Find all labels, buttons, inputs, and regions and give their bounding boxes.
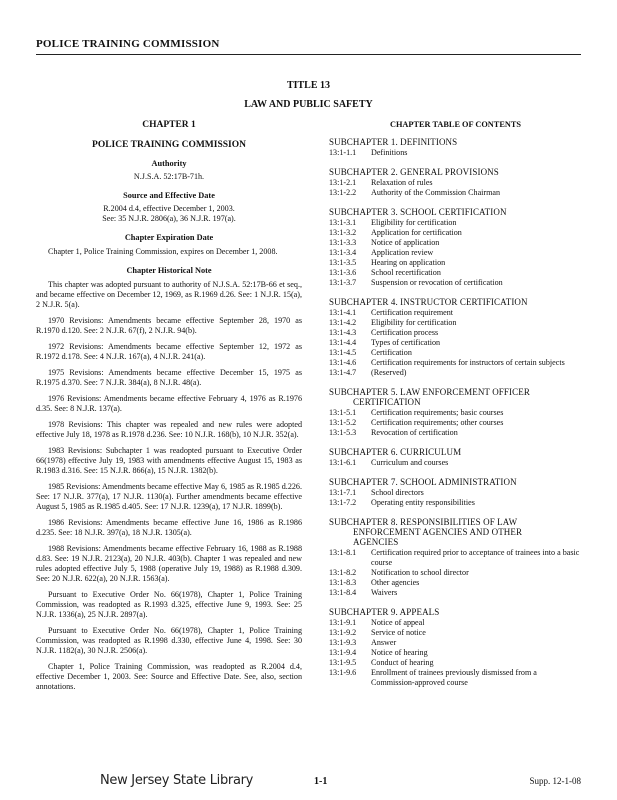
toc-entry[interactable] [329,328,582,338]
chapter-heading: CHAPTER 1 [142,120,196,130]
toc-entry[interactable] [329,418,582,428]
source-line: R.2004 d.4, effective December 1, 2003. [103,204,235,213]
subject-heading: LAW AND PUBLIC SAFETY [244,99,373,110]
subchapter-heading-line: SUBCHAPTER 8. RESPONSIBILITIES OF LAW [329,517,518,527]
toc-entry[interactable] [329,248,582,258]
section-title: Application review [371,248,434,257]
section-number: 13:1-3.3 [329,238,357,247]
toc-entry[interactable] [329,228,582,238]
subchapter-heading [329,387,582,407]
historical-note [36,280,302,692]
section-title: Eligibility for certification [371,218,457,227]
historical-paragraph: 1986 Revisions: Amendments became effective June 16, 1986 as R.1986 d.235. See: 18 N.J.R. 397(a), 18 N.J.R. 1305(a). [36,518,302,537]
section-title: Types of certification [371,338,441,347]
subchapter-heading-line: SUBCHAPTER 5. LAW ENFORCEMENT OFFICER [329,387,530,397]
section-number: 13:1-1.1 [329,148,357,157]
table-of-contents [329,118,582,688]
historical-paragraph: 1976 Revisions: Amendments became effective February 4, 1976 as R.1976 d.35. See: 8 N.J.R. 137(a). [36,394,302,413]
toc-entry[interactable] [329,218,582,228]
historical-paragraph: 1975 Revisions: Amendments became effective December 15, 1975 as R.1975 d.370. See: 7 N.J.R. 384(a), 8 N.J.R. 48(a). [36,368,302,387]
section-title: Notice of application [371,238,440,247]
section-title: Certification required prior to acceptance of trainees into a basic course [371,548,580,567]
section-number: 13:1-8.4 [329,588,357,597]
section-number: 13:1-3.5 [329,258,357,267]
historical-paragraph: 1970 Revisions: Amendments became effective September 28, 1970 as R.1970 d.120. See: 2 N.J.R. 67(f), 2 N.J.R. 94(b). [36,316,302,335]
section-title: Application for certification [371,228,462,237]
section-number: 13:1-4.1 [329,308,357,317]
section-title: (Reserved) [371,368,407,377]
section-title: Waivers [371,588,398,597]
section-number: 13:1-8.1 [329,548,357,557]
section-title: Notice of hearing [371,648,428,657]
section-title: Notice of appeal [371,618,425,627]
section-title: Curriculum and courses [371,458,449,467]
toc-entry[interactable] [329,488,582,498]
section-number: 13:1-3.1 [329,218,357,227]
subchapter-heading-line: SUBCHAPTER 1. DEFINITIONS [329,137,458,147]
toc-entry[interactable] [329,458,582,468]
toc-entry[interactable] [329,178,582,188]
library-watermark: New Jersey State Library [100,773,254,788]
section-number: 13:1-4.4 [329,338,357,347]
historical-paragraph: This chapter was adopted pursuant to authority of N.J.S.A. 52:17B-66 et seq., and became effective on December 12, 1969, as R.1969 d.26. See: 1 N.J.R. 15(a), 2 N.J.R. 5(a). [36,280,302,309]
historical-paragraph: 1983 Revisions: Subchapter 1 was readopted pursuant to Executive Order 66(1978) effective July 19, 1983 with amendments effective August 15, 1983 as R.1983 d.316. See: 15 N.J.R. 866(a), 15 N.J.R. 1382(b). [36,446,302,475]
section-title: Conduct of hearing [371,658,434,667]
toc-entry[interactable] [329,308,582,318]
toc-entry[interactable] [329,338,582,348]
section-title: Authority of the Commission Chairman [371,188,501,197]
section-number: 13:1-9.3 [329,638,357,647]
toc-entry[interactable] [329,668,582,688]
section-number: 13:1-3.7 [329,278,357,287]
toc-entry[interactable] [329,238,582,248]
subchapter-heading [329,517,582,547]
subchapter-heading [329,477,582,487]
running-head: POLICE TRAINING COMMISSION [36,38,220,50]
section-title: Certification process [371,328,439,337]
section-title: School recertification [371,268,441,277]
historical-paragraph: 1985 Revisions: Amendments became effective May 6, 1985 as R.1985 d.226. See: 17 N.J.R. 377(a), 17 N.J.R. 1130(a). Further amendments became effective August 5, 1985 as R.1985 d.405. See: 17 N.J.R. 1239(a), 17 N.J.R. 1899(b). [36,482,302,511]
section-number: 13:1-9.4 [329,648,357,657]
toc-heading: CHAPTER TABLE OF CONTENTS [389,120,521,129]
chapter-title: POLICE TRAINING COMMISSION [92,140,246,150]
source-heading: Source and Effective Date [123,191,215,200]
expiration-text: Chapter 1, Police Training Commission, expires on December 1, 2008. [48,247,278,256]
section-number: 13:1-2.1 [329,178,357,187]
section-number: 13:1-2.2 [329,188,357,197]
toc-entry[interactable] [329,318,582,328]
section-title: Answer [371,638,397,647]
subchapter-heading-line: SUBCHAPTER 6. CURRICULUM [329,447,462,457]
authority-text: N.J.S.A. 52:17B-71h. [133,172,205,181]
section-number: 13:1-4.3 [329,328,357,337]
section-title: Notification to school director [371,568,469,577]
section-title: School directors [371,488,424,497]
section-number: 13:1-7.2 [329,498,357,507]
toc-entry[interactable] [329,268,582,278]
section-number: 13:1-7.1 [329,488,357,497]
section-title: Certification [371,348,412,357]
section-number: 13:1-8.3 [329,578,357,587]
toc-entry[interactable] [329,498,582,508]
subchapter-heading [329,137,582,147]
toc-entry[interactable] [329,428,582,438]
toc-entry[interactable] [329,628,582,638]
section-title: Certification requirement [371,308,454,317]
section-number: 13:1-3.2 [329,228,357,237]
historical-paragraph: 1988 Revisions: Amendments became effective February 16, 1988 as R.1988 d.83. See: 19 N.J.R. 2123(a), 20 N.J.R. 403(b). Chapter 1 was repealed and new rules adopted effective July 5, 1988 (operative July 19, 1988) as R.1988 d.309. See: 20 N.J.R. 622(a), 20 N.J.R. 1563(a). [36,544,302,583]
section-number: 13:1-4.6 [329,358,357,367]
section-number: 13:1-9.5 [329,658,357,667]
section-number: 13:1-8.2 [329,568,357,577]
subchapter-heading-line: SUBCHAPTER 2. GENERAL PROVISIONS [329,167,499,177]
historical-paragraph: Chapter 1, Police Training Commission, was readopted as R.2004 d.4, effective December 1, 2003. See: Source and Effective Date. See, also, section annotations. [36,662,302,691]
title-heading: TITLE 13 [286,80,331,91]
subchapter-heading-line: SUBCHAPTER 7. SCHOOL ADMINISTRATION [329,477,517,487]
section-title: Operating entity responsibilities [371,498,475,507]
section-number: 13:1-5.3 [329,428,357,437]
toc-entry[interactable] [329,618,582,628]
toc-entry[interactable] [329,578,582,588]
authority-heading: Authority [151,159,187,168]
historical-note-heading: Chapter Historical Note [126,266,212,275]
section-title: Revocation of certification [371,428,458,437]
toc-entry[interactable] [329,258,582,268]
section-title: Certification requirements; basic courses [371,408,504,417]
section-number: 13:1-5.1 [329,408,357,417]
left-column [36,118,302,692]
toc-entry[interactable] [329,408,582,418]
toc-entry[interactable] [329,588,582,598]
toc-entry[interactable] [329,648,582,658]
supplement-date: Supp. 12-1-08 [529,776,581,786]
toc-entry[interactable] [329,148,582,158]
toc-body [329,137,582,688]
historical-paragraph: 1972 Revisions: Amendments became effective September 12, 1972 as R.1972 d.178. See: 4 N.J.R. 167(a), 4 N.J.R. 241(a). [36,342,302,361]
historical-paragraph: 1978 Revisions: This chapter was repealed and new rules were adopted effective July 18, 1978 as R.1978 d.236. See: 10 N.J.R. 168(b), 10 N.J.R. 352(a). [36,420,302,439]
toc-entry[interactable] [329,188,582,198]
toc-entry[interactable] [329,658,582,668]
subchapter-heading [329,207,582,217]
section-number: 13:1-4.2 [329,318,357,327]
subchapter-heading [329,167,582,177]
subchapter-heading-line: ENFORCEMENT AGENCIES AND OTHER [353,527,523,537]
subchapter-heading-line: SUBCHAPTER 3. SCHOOL CERTIFICATION [329,207,507,217]
toc-entry[interactable] [329,348,582,358]
section-number: 13:1-5.2 [329,418,357,427]
section-title: Certification requirements for instructors of certain subjects [371,358,565,367]
subchapter-heading [329,607,582,617]
section-title: Other agencies [371,578,420,587]
section-title: Suspension or revocation of certification [371,278,503,287]
section-number: 13:1-9.2 [329,628,357,637]
toc-entry[interactable] [329,368,582,378]
toc-entry[interactable] [329,568,582,578]
section-title: Relaxation of rules [371,178,433,187]
toc-entry[interactable] [329,278,582,288]
historical-paragraph: Pursuant to Executive Order No. 66(1978), Chapter 1, Police Training Commission, was readopted as R.1998 d.330, effective June 4, 1998. See: 30 N.J.R. 1182(a), 30 N.J.R. 2506(a). [36,626,302,655]
page-number: 1-1 [314,776,328,787]
section-title: Enrollment of trainees previously dismissed from a Commission-approved course [371,668,537,687]
expiration-heading: Chapter Expiration Date [124,233,214,242]
subchapter-heading-line: CERTIFICATION [353,397,421,407]
section-number: 13:1-9.1 [329,618,357,627]
header-rule [36,54,581,55]
section-number: 13:1-3.6 [329,268,357,277]
section-title: Definitions [371,148,408,157]
section-title: Eligibility for certification [371,318,457,327]
section-number: 13:1-6.1 [329,458,357,467]
section-number: 13:1-4.7 [329,368,357,377]
historical-paragraph: Pursuant to Executive Order No. 66(1978), Chapter 1, Police Training Commission, was readopted as R.1993 d.325, effective June 9, 1993. See: 25 N.J.R. 1336(a), 25 N.J.R. 2897(a). [36,590,302,619]
section-title: Certification requirements; other courses [371,418,504,427]
section-number: 13:1-3.4 [329,248,357,257]
toc-entry[interactable] [329,358,582,368]
source-line: See: 35 N.J.R. 2806(a), 36 N.J.R. 197(a). [102,214,236,223]
section-number: 13:1-4.5 [329,348,357,357]
subchapter-heading-line: AGENCIES [353,537,399,547]
subchapter-heading [329,447,582,457]
section-number: 13:1-9.6 [329,668,357,677]
toc-entry[interactable] [329,548,582,568]
toc-entry[interactable] [329,638,582,648]
subchapter-heading-line: SUBCHAPTER 4. INSTRUCTOR CERTIFICATION [329,297,528,307]
subchapter-heading-line: SUBCHAPTER 9. APPEALS [329,607,440,617]
section-title: Hearing on application [371,258,446,267]
subchapter-heading [329,297,582,307]
section-title: Service of notice [371,628,426,637]
